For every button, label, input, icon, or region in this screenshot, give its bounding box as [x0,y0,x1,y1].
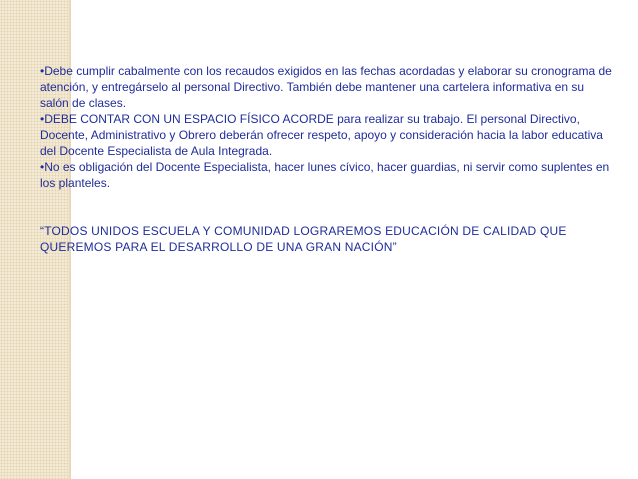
paragraph-spacer [40,191,615,223]
closing-quote: “TODOS UNIDOS ESCUELA Y COMUNIDAD LOGRAREMOS EDUCACIÓN DE CALIDAD QUE QUEREMOS PARA EL DESARROLLO DE UNA GRAN NACIÓN” [40,224,567,254]
bullet-recaudos: •Debe cumplir cabalmente con los recaudos exigidos en las fechas acordadas y elaborar su cronograma de atención, y entregárselo al personal Directivo. También debe mantener una cartelera informativa en su salón de clases. [40,64,612,110]
bullet-no-obligacion: •No es obligación del Docente Especialista, hacer lunes cívico, hacer guardias, ni servir como suplentes en los planteles. [40,160,610,190]
slide-body [40,63,615,255]
bullet-espacio-fisico: •DEBE CONTAR CON UN ESPACIO FÍSICO ACORDE para realizar su trabajo. El personal Directivo, Docente, Administrativo y Obrero deberán ofrecer respeto, apoyo y consideración hacia la labor educativa del Docente Especialista de Aula Integrada. [40,112,603,158]
